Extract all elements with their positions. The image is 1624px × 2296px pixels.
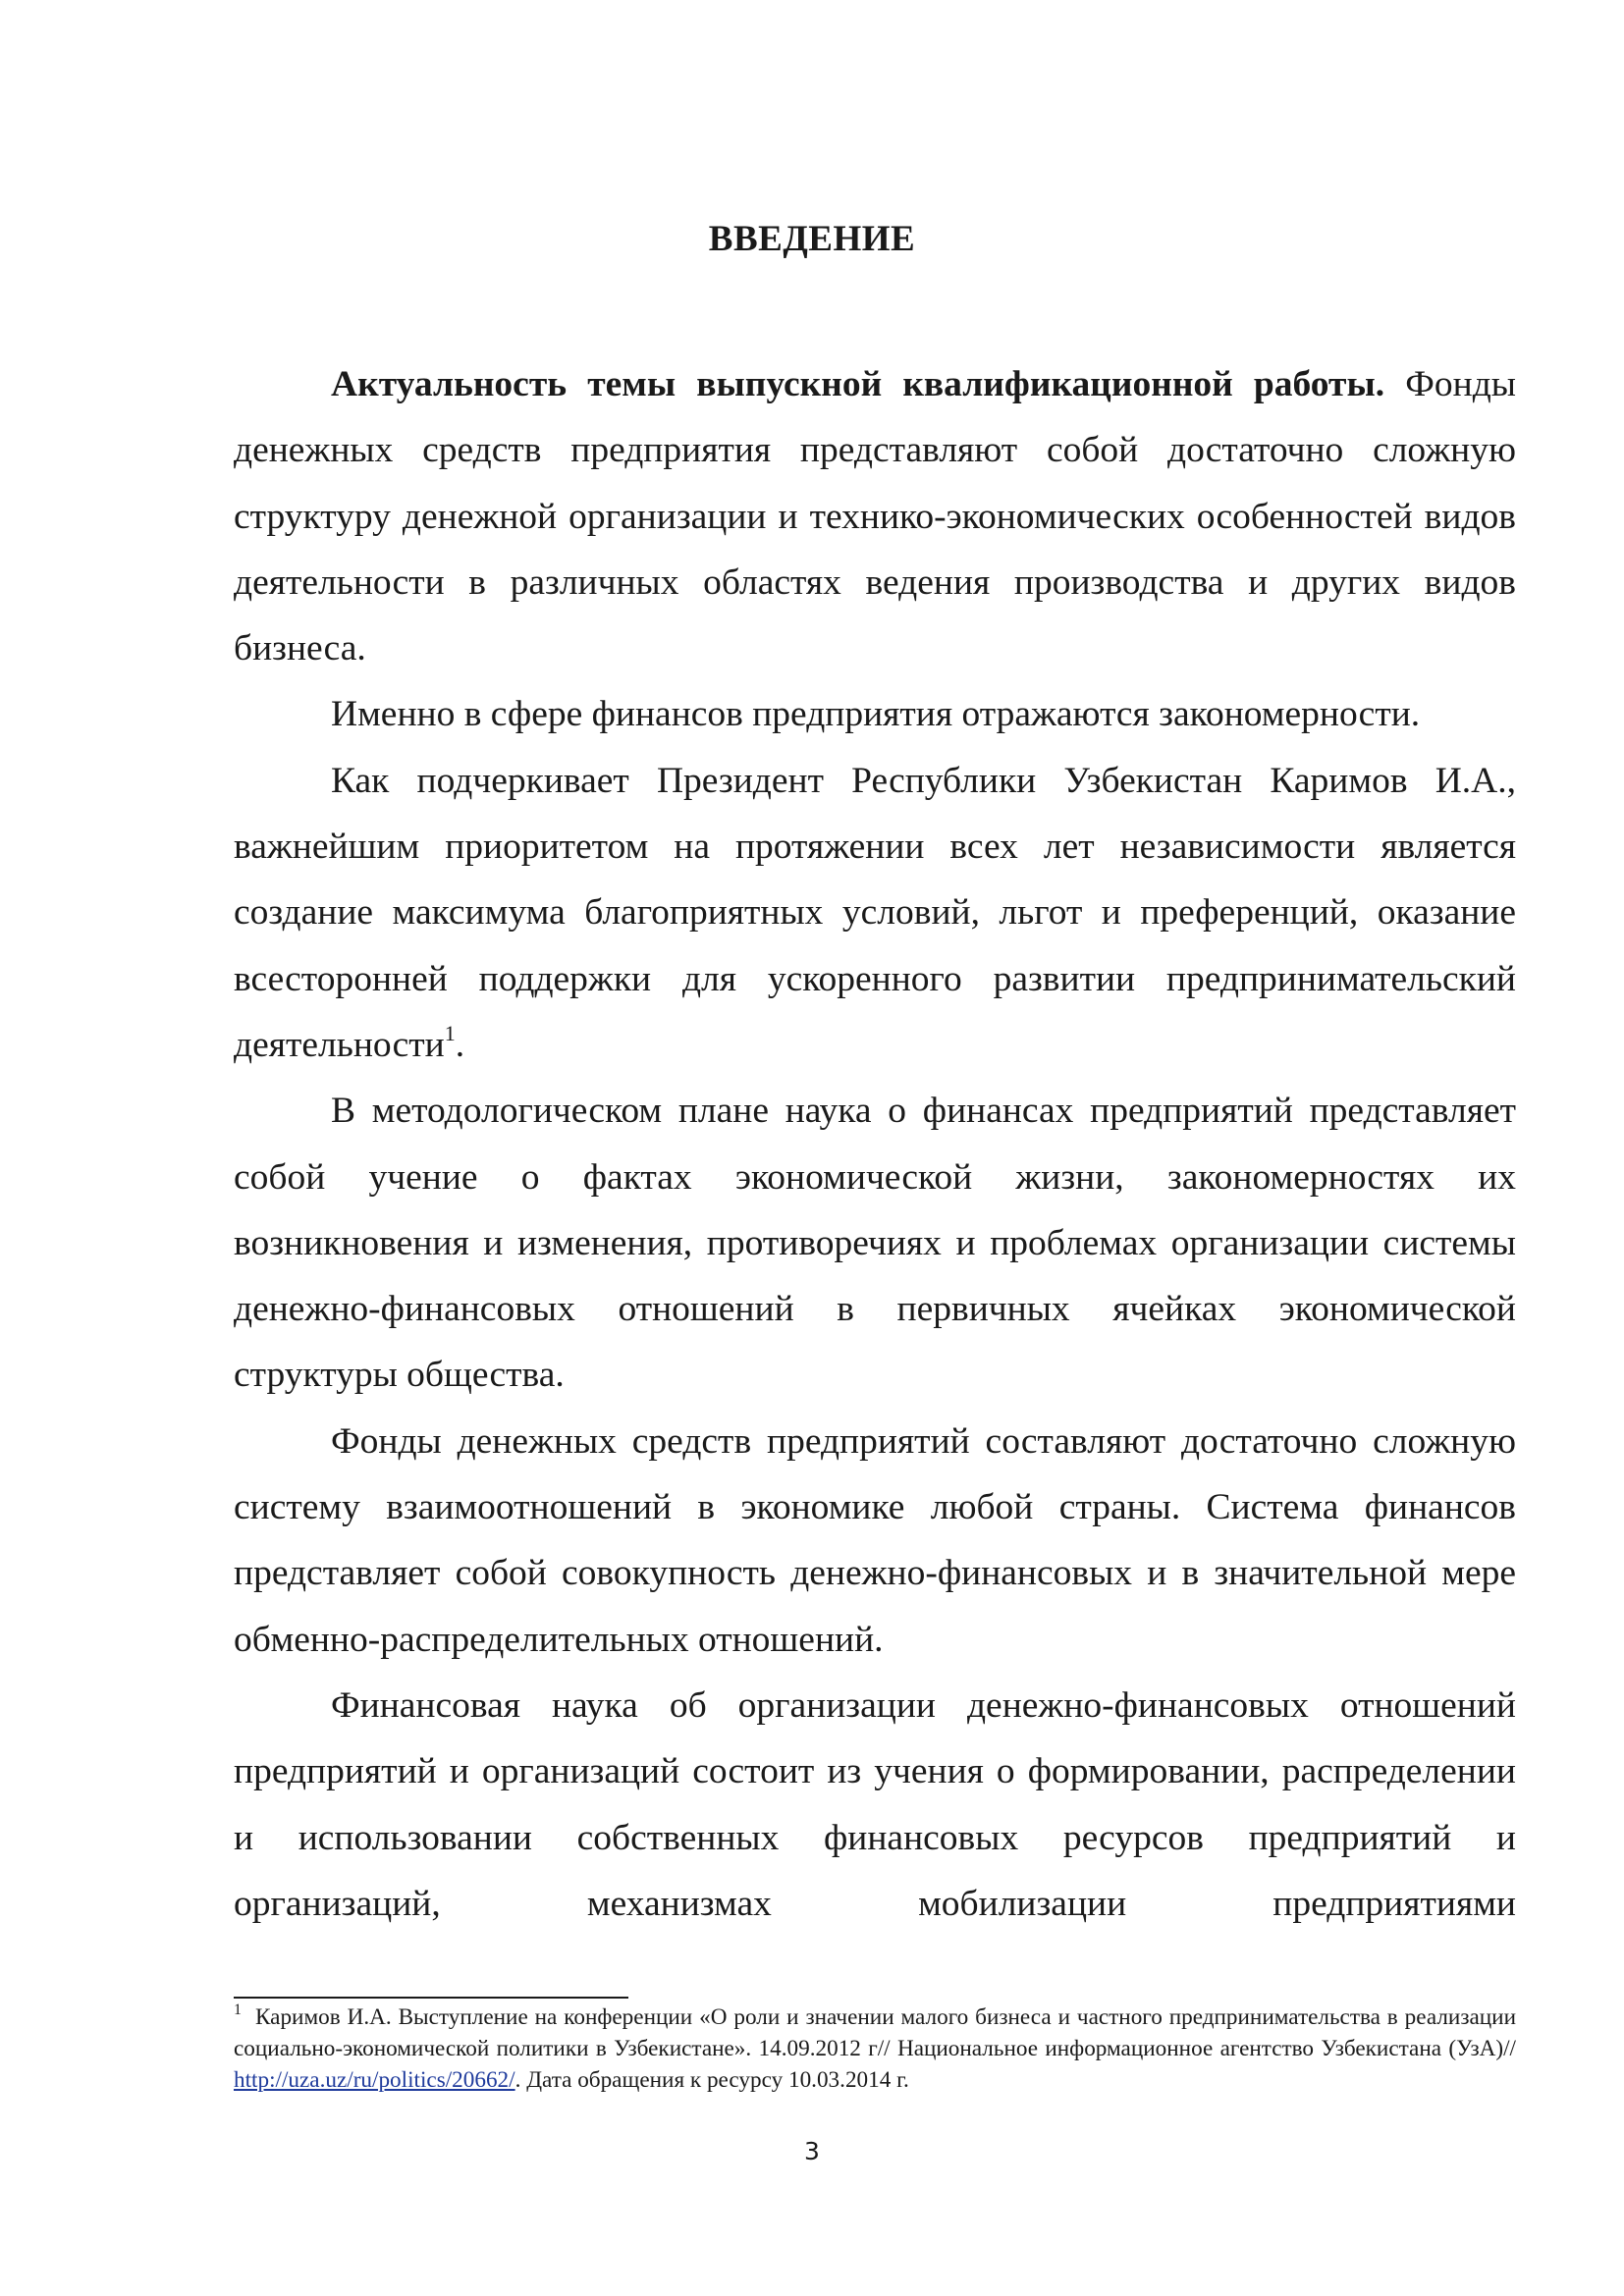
footnote-number: 1 (234, 2002, 242, 2018)
footnote-text-end: . Дата обращения к ресурсу 10.03.2014 г. (514, 2066, 909, 2093)
relevance-text: Фонды денежных средств предприятия представляют собой достаточно сложную структуру денежной организации и технико-экономических особенностей видов деятельности в различных областях ведения производства и других видов бизнеса. (234, 364, 1516, 669)
paragraph-president-quote (234, 748, 1516, 1078)
page-heading: ВВЕДЕНИЕ (708, 219, 916, 259)
paragraph-methodology: В методологическом плане наука о финансах предприятий представляет собой учение о фактах экономической жизни, закономерностях их возникновения и изменения, противоречиях и проблемах организации системы денежно-финансовых отношений в первичных ячейках экономической структуры общества. (234, 1091, 1516, 1396)
president-quote-end: . (455, 1024, 465, 1065)
footnote (234, 2002, 1516, 2096)
paragraph-relevance (234, 351, 1516, 681)
page-number: 3 (804, 2137, 820, 2165)
president-quote-text: Как подчеркивает Президент Республики Узбекистан Каримов И.А., важнейшим приоритетом на протяжении всех лет независимости является создание максимума благоприятных условий, льгот и преференций, оказание всесторонней поддержки для ускоренного развитии предпринимательский деятельности (234, 760, 1516, 1065)
paragraph-funds-system: Фонды денежных средств предприятий составляют достаточно сложную систему взаимоотношений в экономике любой страны. Система финансов представляет собой совокупность денежно-финансовых и в значительной мере обменно-распределительных отношений. (234, 1420, 1516, 1660)
footnote-reference[interactable]: 1 (444, 1020, 456, 1045)
paragraph-finance-laws: Именно в сфере финансов предприятия отражаются закономерности. (331, 694, 1421, 735)
paragraph-financial-science: Финансовая наука об организации денежно-финансовых отношений предприятий и организаций состоит из учения о формировании, распределении и использовании собственных финансовых ресурсов предприятий и организаций, механизмах мобилизации предприятиями (234, 1684, 1516, 1924)
relevance-lead: Актуальность темы выпускной квалификационной работы. (331, 364, 1385, 404)
footnote-separator (234, 1997, 628, 1999)
body-text (234, 351, 1516, 1937)
footnote-link[interactable]: http://uza.uz/ru/politics/20662/ (234, 2066, 515, 2093)
footnote-text: Каримов И.А. Выступление на конференции «О роли и значении малого бизнеса и частного предпринимательства в реализации социально-экономической политики в Узбекистане». 14.09.2012 г// Национальное информационное агентство Узбекистана (УзА)// (234, 2004, 1516, 2061)
